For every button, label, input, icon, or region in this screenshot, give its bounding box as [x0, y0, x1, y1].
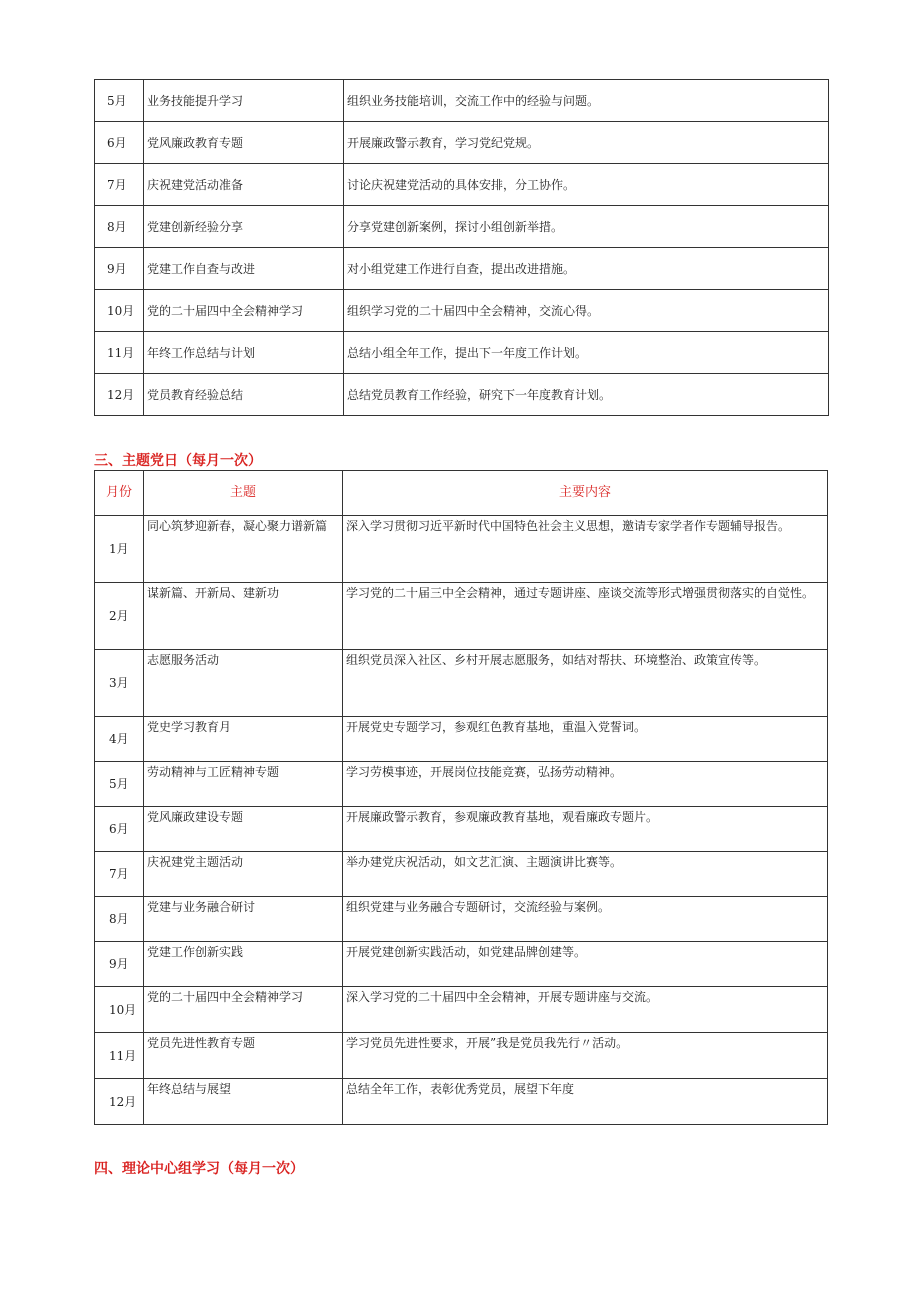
- table-row: [95, 80, 829, 122]
- content-cell: 分享党建创新案例，探讨小组创新举措。: [344, 206, 829, 248]
- table-row: [95, 583, 828, 650]
- content-cell: 总结全年工作，表彰优秀党员，展望下年度: [343, 1079, 828, 1125]
- content-cell: 学习劳模事迹，开展岗位技能竞赛，弘扬劳动精神。: [343, 762, 828, 807]
- topic-cell: 党风廉政建设专题: [144, 807, 343, 852]
- table-row: [95, 248, 829, 290]
- month-cell: 10月: [95, 290, 144, 332]
- content-cell: 开展廉政警示教育，学习党纪党规。: [344, 122, 829, 164]
- content-cell: 总结小组全年工作，提出下一年度工作计划。: [344, 332, 829, 374]
- table-row: [95, 374, 829, 416]
- month-cell: 8月: [95, 897, 144, 942]
- month-cell: 6月: [95, 122, 144, 164]
- topic-cell: 党的二十届四中全会精神学习: [144, 290, 344, 332]
- month-cell: 11月: [95, 332, 144, 374]
- theme-party-day-table: [94, 470, 828, 1125]
- topic-cell: 劳动精神与工匠精神专题: [144, 762, 343, 807]
- topic-cell: 业务技能提升学习: [144, 80, 344, 122]
- topic-cell: 庆祝建党主题活动: [144, 852, 343, 897]
- header-topic: 主题: [144, 471, 343, 516]
- table-row: [95, 852, 828, 897]
- content-cell: 开展廉政警示教育，参观廉政教育基地，观看廉政专题片。: [343, 807, 828, 852]
- topic-cell: 庆祝建党活动准备: [144, 164, 344, 206]
- content-cell: 组织学习党的二十届四中全会精神，交流心得。: [344, 290, 829, 332]
- topic-cell: 志愿服务活动: [144, 650, 343, 717]
- content-cell: 深入学习党的二十届四中全会精神，开展专题讲座与交流。: [343, 987, 828, 1033]
- content-cell: 开展党史专题学习，参观红色教育基地，重温入党誓词。: [343, 717, 828, 762]
- month-cell: 1月: [95, 516, 144, 583]
- topic-cell: 党建创新经验分享: [144, 206, 344, 248]
- topic-cell: 年终总结与展望: [144, 1079, 343, 1125]
- table-row: [95, 206, 829, 248]
- table-header-row: [95, 471, 828, 516]
- table-row: [95, 332, 829, 374]
- study-plan-table-continued: [94, 79, 829, 416]
- table-row: [95, 807, 828, 852]
- section-title-theme-party-day: 三、主题党日（每月一次）: [94, 453, 262, 469]
- topic-cell: 年终工作总结与计划: [144, 332, 344, 374]
- table-row: [95, 650, 828, 717]
- month-cell: 8月: [95, 206, 144, 248]
- month-cell: 12月: [95, 374, 144, 416]
- content-cell: 对小组党建工作进行自查，提出改进措施。: [344, 248, 829, 290]
- month-cell: 4月: [95, 717, 144, 762]
- topic-cell: 党建与业务融合研讨: [144, 897, 343, 942]
- content-cell: 讨论庆祝建党活动的具体安排，分工协作。: [344, 164, 829, 206]
- topic-cell: 谋新篇、开新局、建新功: [144, 583, 343, 650]
- month-cell: 10月: [95, 987, 144, 1033]
- content-cell: 总结党员教育工作经验，研究下一年度教育计划。: [344, 374, 829, 416]
- month-cell: 12月: [95, 1079, 144, 1125]
- table-row: [95, 122, 829, 164]
- topic-cell: 党史学习教育月: [144, 717, 343, 762]
- topic-cell: 党风廉政教育专题: [144, 122, 344, 164]
- table-row: [95, 1033, 828, 1079]
- table-row: [95, 987, 828, 1033]
- month-cell: 6月: [95, 807, 144, 852]
- content-cell: 学习党员先进性要求，开展”我是党员我先行〃活动。: [343, 1033, 828, 1079]
- month-cell: 5月: [95, 80, 144, 122]
- month-cell: 9月: [95, 942, 144, 987]
- topic-cell: 同心筑梦迎新春，凝心聚力谱新篇: [144, 516, 343, 583]
- content-cell: 开展党建创新实践活动，如党建品牌创建等。: [343, 942, 828, 987]
- month-cell: 7月: [95, 852, 144, 897]
- month-cell: 2月: [95, 583, 144, 650]
- topic-cell: 党的二十届四中全会精神学习: [144, 987, 343, 1033]
- table-row: [95, 1079, 828, 1125]
- table-row: [95, 290, 829, 332]
- header-month: 月份: [95, 471, 144, 516]
- table-row: [95, 516, 828, 583]
- content-cell: 组织党建与业务融合专题研讨，交流经验与案例。: [343, 897, 828, 942]
- month-cell: 7月: [95, 164, 144, 206]
- topic-cell: 党建工作创新实践: [144, 942, 343, 987]
- table-row: [95, 762, 828, 807]
- section-title-theory-group-study: 四、理论中心组学习（每月一次）: [94, 1161, 304, 1177]
- header-content: 主要内容: [343, 471, 828, 516]
- topic-cell: 党员教育经验总结: [144, 374, 344, 416]
- content-cell: 学习党的二十届三中全会精神，通过专题讲座、座谈交流等形式增强贯彻落实的自觉性。: [343, 583, 828, 650]
- content-cell: 组织党员深入社区、乡村开展志愿服务，如结对帮扶、环境整治、政策宣传等。: [343, 650, 828, 717]
- table-row: [95, 717, 828, 762]
- table-row: [95, 897, 828, 942]
- month-cell: 3月: [95, 650, 144, 717]
- content-cell: 组织业务技能培训，交流工作中的经验与问题。: [344, 80, 829, 122]
- topic-cell: 党员先进性教育专题: [144, 1033, 343, 1079]
- table-row: [95, 164, 829, 206]
- table-row: [95, 942, 828, 987]
- month-cell: 9月: [95, 248, 144, 290]
- month-cell: 11月: [95, 1033, 144, 1079]
- content-cell: 深入学习贯彻习近平新时代中国特色社会主义思想，邀请专家学者作专题辅导报告。: [343, 516, 828, 583]
- month-cell: 5月: [95, 762, 144, 807]
- topic-cell: 党建工作自查与改进: [144, 248, 344, 290]
- content-cell: 举办建党庆祝活动，如文艺汇演、主题演讲比赛等。: [343, 852, 828, 897]
